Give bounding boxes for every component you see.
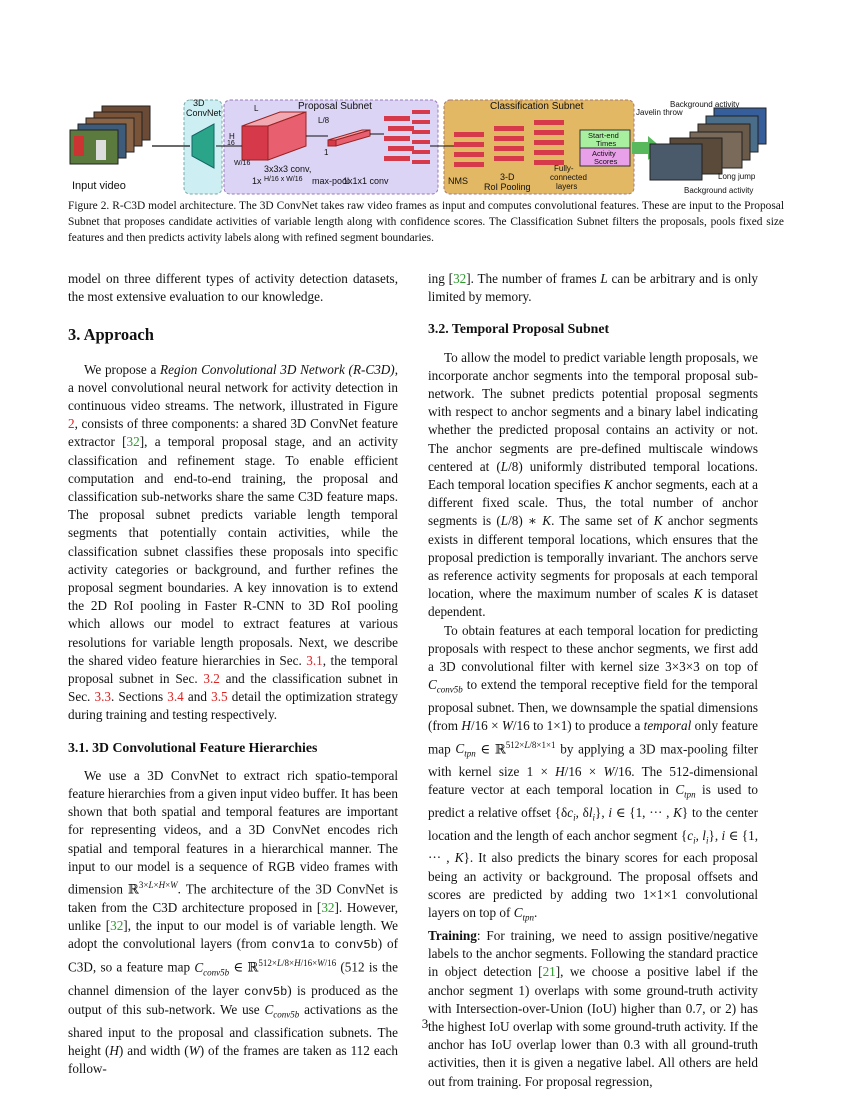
dim-W16-label: W/16 — [234, 160, 251, 167]
output-video-frames — [650, 108, 766, 180]
fc-label-line3: layers — [556, 182, 578, 191]
conv-label: 3x3x3 conv, — [264, 164, 312, 174]
intro-tail-paragraph: model on three different types of activity detection datasets, the most extensive evaluation to our knowledge. — [68, 271, 398, 305]
right-lead-paragraph: ing [32]. The number of frames L can be arbitrary and is only limited by memory. — [428, 271, 758, 305]
section-32-paragraph-2: To obtain features at each temporal location for predicting proposals with respect to these anchor segments, we first add a 3D convolutional filter with kernel size 3×3×3 on top of $C_{conv5b}$ to extend the temporal receptive field for the temporal proposal subnet. Then, we downsample the spatial dimensions (from H/16 × W/16 to 1×1) to produce a temporal only feature map $C_{tpn}$ ∈ ℝ$^{512\times L/8\times 1\times 1}$ by applying a 3D max-pooling filter with kernel size 1 × H/16 × W/16. The 512-dimensional feature vector at each temporal location in $C_{tpn}$ is used to predict a relative offset {$\delta c_i$, $\delta l_i$}, i ∈ {1, ··· , K} to the center location and the length of each anchor segment {$c_i$, $l_i$}, i ∈ {1, ··· , K}. It also predicts the binary scores for each proposal being an activity or background. The proposal offsets and scores are predicted by adding two 1×1×1 convolutional layers on top of $C_{tpn}$. — [428, 622, 759, 923]
start-end-label-line2: Times — [596, 139, 617, 148]
convnet-label-line1: 3D — [193, 98, 205, 108]
start-end-label-line1: Start-end — [588, 131, 619, 140]
long-jump-label: Long jump — [718, 172, 756, 181]
training-paragraph: Training: For training, we need to assign positive/negative labels to the anchor segments. Following the standard practice in object detection [21], we choose a positive label if the anchor segment 1) overlaps with some ground-truth activity with Intersection-over-Union (IoU) higher than 0.7, or 2) has the highest IoU overlap with some ground-truth activity. If the anchor has IoU overlap lower than 0.3 with all ground-truth activities, then it is given a negative label. All others are held out from training. For proposal regression, — [428, 927, 758, 1089]
dim-L-label: L — [254, 104, 259, 113]
roi-label-line2: RoI Pooling — [484, 182, 531, 192]
dim-L8-label: L/8 — [318, 116, 330, 125]
dims-pool-label: 1x — [252, 176, 262, 186]
section-32-heading: 3.2. Temporal Proposal Subnet — [428, 321, 610, 337]
nms-label: NMS — [448, 176, 468, 186]
javelin-label: Javelin throw — [636, 108, 683, 117]
left-column — [68, 270, 398, 1078]
input-video-label: Input video — [72, 180, 126, 192]
pool-label: max-pool — [312, 176, 350, 186]
dims-hw-label: H/16 x W/16 — [264, 176, 303, 183]
convnet-label-line2: ConvNet — [186, 108, 222, 118]
training-label: Training — [428, 927, 477, 943]
roi-label-line1: 3-D — [500, 172, 515, 182]
activity-label-line2: Scores — [594, 157, 618, 166]
right-column — [428, 270, 758, 1091]
approach-heading: 3. Approach — [68, 325, 154, 345]
architecture-figure — [66, 96, 784, 200]
section-31-paragraph: We use a 3D ConvNet to extract rich spatio-temporal feature hierarchies from a given input video buffer. It has been shown that both spatial and temporal features are important for representing videos, and a 3D ConvNet encodes rich spatial and temporal features in a hierarchical manner. The input to our model is a sequence of RGB video frames with dimension ℝ$^{3\times L\times H\times W}$. The architecture of the 3D ConvNet is taken from the C3D architecture proposed in [32]. However, unlike [32], the input to our model is of variable length. We adopt the convolutional layers (from conv1a to conv5b) of C3D, so a feature map $C_{conv5b}$ ∈ ℝ$^{512\times L/8\times H/16\times W/16}$ (512 is the channel dimension of the layer conv5b) is produced as the output of this sub-network. We use $C_{conv5b}$ activations as the shared input to the proposal and classification subnets. The height (H) and width (W) of the frames are taken as 112 each follow- — [68, 767, 399, 1076]
figure-caption: Figure 2. R-C3D model architecture. The 3D ConvNet takes raw video frames as input and computes convolutional features. These are input to the Proposal Subnet that proposes candidate activities of variable length along with confidence scores. The Classification Subnet filters the proposals, pools fixed size features and then predicts activity labels along with refined segment boundaries. — [68, 200, 784, 244]
approach-paragraph: We propose a Region Convolutional 3D Network (R-C3D), a novel convolutional neural network for activity detection in continuous video streams. The network, illustrated in Figure 2, consists of three components: a shared 3D ConvNet feature extractor [32], a temporal proposal stage, and an activity classification and refinement stage. To enable efficient computation and end-to-end training, the proposal and classification sub-networks share the same C3D feature maps. The proposal subnet predicts variable length temporal segments that potentially contain activities, while the classification subnet classifies these proposals into specific activity categories or background, and further refines the proposal segment boundaries. A key innovation is to extend the 2D RoI pooling in Faster R-CNN to 3D RoI pooling which allows our model to extract features at various resolutions for variable length proposals. Next, we describe the shared video feature hierarchies in Sec. 3.1, the temporal proposal subnet in Sec. 3.2 and the classification subnet in Sec. 3.3. Sections 3.4 and 3.5 detail the optimization strategy during training and testing respectively. — [68, 361, 399, 723]
section-32-paragraph-1: To allow the model to predict variable length proposals, we incorporate anchor segments into the temporal proposal sub-network. The subnet predicts potential proposal segments with respect to anchor segments and a binary label indicating whether the predicted proposal contains an activity or not. The anchor segments are pre-defined multiscale windows centered at (L/8) uniformly distributed temporal locations. Each temporal location specifies K anchor segments, each at a different fixed scale. Thus, the total number of anchor segments is (L/8) ∗ K. The same set of K anchor segments exists in different temporal locations, which ensures that the proposal prediction is temporally invariant. The anchors serve as reference activity segments for proposals at each temporal location, where the maximum number of scales K is dataset dependent. — [428, 349, 759, 620]
dim-H-label: H — [229, 132, 235, 141]
proposal-subnet-label: Proposal Subnet — [298, 101, 372, 112]
input-video-frames — [70, 106, 150, 164]
fc-label-line2: connected — [550, 173, 587, 182]
conv1x1-label: 1x1x1 conv — [343, 176, 389, 186]
section-31-heading: 3.1. 3D Convolutional Feature Hierarchies — [68, 739, 318, 755]
fc-label-line1: Fully- — [554, 164, 574, 173]
activity-label-line1: Activity — [592, 149, 616, 158]
classification-subnet-label: Classification Subnet — [490, 101, 584, 112]
dim-one-label: 1 — [324, 148, 329, 157]
background-activity-bottom-label: Background activity — [684, 186, 754, 195]
dim-H16-label: 16 — [227, 140, 235, 147]
page-number: 3 — [421, 1016, 429, 1031]
background-activity-top-label: Background activity — [670, 100, 740, 109]
